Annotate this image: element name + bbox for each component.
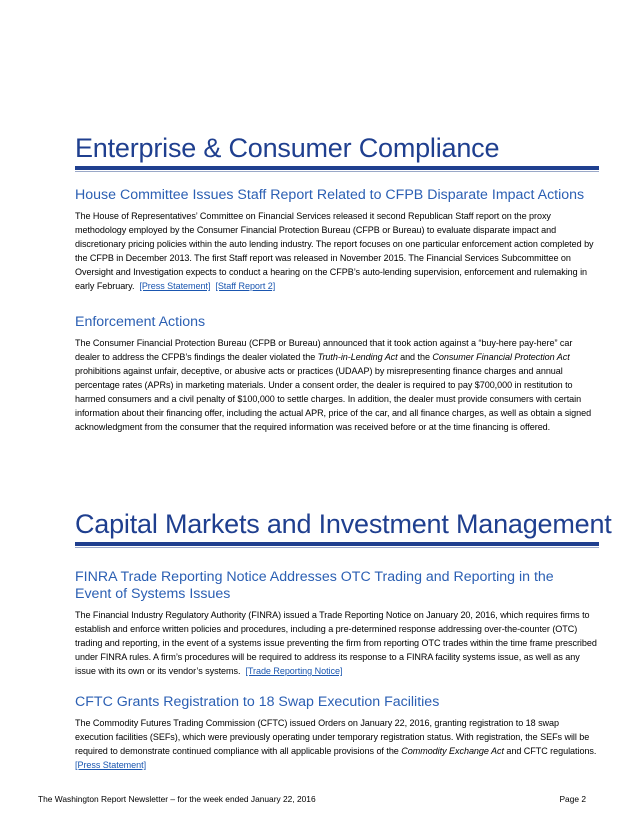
section-heading-capital-markets (75, 508, 612, 548)
article-cftc-registration (75, 694, 599, 772)
article-body (75, 209, 599, 293)
article-house-committee (75, 187, 599, 293)
article-text: The Financial Industry Regulatory Authority (FINRA) issued a Trade Reporting Notice on January 20, 2016, which requires firms to establish and enforce written policies and procedures, including a pre-determined response addressing over-the-counter (OTC) trading and reporting, in the event of a systems issue preventing the firm from reporting OTC trades within the time frame prescribed under FINRA rules. A firm’s procedures will be required to address its response to a FINRA facility systems issue, as well as any issue with its own or its vendor’s systems. (75, 610, 597, 676)
press-statement-link[interactable]: [Press Statement] (139, 281, 211, 291)
article-text: prohibitions against unfair, deceptive, or abusive acts or practices (UDAAP) by misrepresenting finance charges and annual percentage rates (APRs) in marketing materials. Under a consent order, the dealer is required to pay $700,000 in restitution to harmed consumers and a civil penalty of $100,000 to settle charges. In addition, the dealer must provide consumers with certain information about their financing offer, including the actual APR, price of the car, and all finance charges, as well as obtain a signed acknowledgment from the consumer that the required information was received before or at the time financing is offered. (75, 366, 592, 432)
article-text: The Consumer Financial Protection Bureau (CFPB or Bureau) announced that it took action against a “buy-here pay-here” car dealer to address the CFPB’s findings the dealer violated the (75, 338, 573, 362)
section-rule-thin (75, 171, 599, 172)
press-statement-link[interactable]: [Press Statement] (75, 760, 147, 770)
article-body (75, 716, 599, 772)
section-heading-enterprise (75, 132, 599, 172)
section-rule (75, 542, 599, 546)
article-text: The House of Representatives’ Committee on Financial Services released it second Republican Staff report on the proxy methodology employed by the Consumer Financial Protection Bureau (CFPB or Bureau) to evaluate disparate impact and discretionary pricing policies within the auto lending industry. The report focuses on one particular enforcement action completed by the CFPB in December 2013. The first Staff report was released in November 2015. The Financial Services Subcommittee on Oversight and Investigation expects to conduct a hearing on the CFPB’s auto-lending supervision, enforcement and rulemaking in early February. (75, 211, 594, 291)
staff-report-link[interactable]: [Staff Report 2] (215, 281, 276, 291)
article-italic-text: Commodity Exchange Act (401, 746, 504, 756)
page-number: Page 2 (559, 794, 586, 804)
section-title: Capital Markets and Investment Management (75, 509, 612, 539)
article-body (75, 336, 599, 434)
article-text: The Commodity Futures Trading Commission (CFTC) issued Orders on January 22, 2016, granting registration to 18 swap execution facilities (SEFs), which were previously operating under temporary registration status. With registration, the SEFs will be required to demonstrate continued compliance with all applicable provisions of the (75, 718, 590, 756)
article-text: and the (397, 352, 433, 362)
section-rule-thin (75, 547, 599, 548)
article-title: House Committee Issues Staff Report Related to CFPB Disparate Impact Actions (75, 187, 585, 203)
article-italic-text: Consumer Financial Protection Act (432, 352, 570, 362)
article-italic-text: Truth-in-Lending Act (317, 352, 398, 362)
section-title: Enterprise & Consumer Compliance (75, 133, 500, 163)
article-text: and CFTC regulations. (503, 746, 597, 756)
page-footer (38, 794, 586, 804)
trade-reporting-notice-link[interactable]: [Trade Reporting Notice] (245, 666, 343, 676)
footer-newsletter-title: The Washington Report Newsletter – for the week ended January 22, 2016 (38, 794, 316, 804)
article-title: CFTC Grants Registration to 18 Swap Execution Facilities (75, 694, 440, 710)
article-enforcement-actions (75, 314, 599, 434)
article-title: Enforcement Actions (75, 314, 206, 330)
article-title: FINRA Trade Reporting Notice Addresses OTC Trading and Reporting in the Event of Systems Issues (75, 569, 554, 602)
article-finra-notice (75, 569, 599, 678)
section-rule (75, 166, 599, 170)
article-body (75, 608, 599, 678)
